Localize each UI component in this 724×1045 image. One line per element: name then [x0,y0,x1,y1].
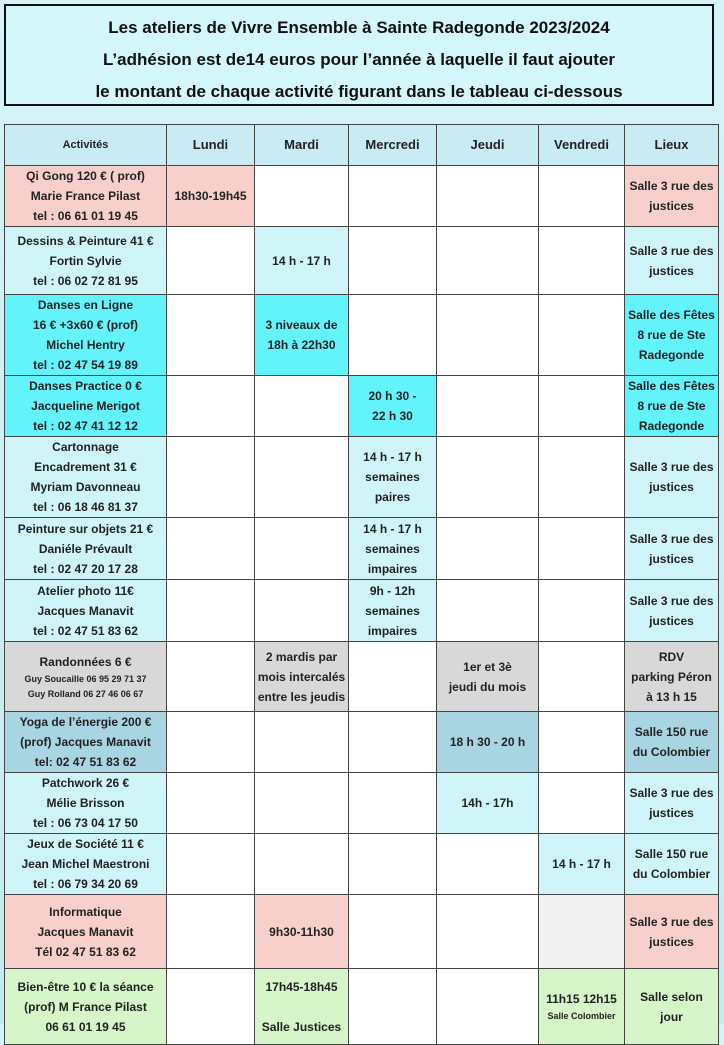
day-cell-jeudi [437,376,539,437]
day-cell-vendredi [539,295,625,376]
cell-line: 8 rue de Ste [637,328,706,342]
activity-cell [5,773,167,834]
day-cell-vendredi [539,437,625,518]
cell-line: Jacqueline Merigot [31,399,140,413]
location-cell [625,437,719,518]
day-cell-mardi [255,895,349,969]
cell-line: Salle 3 rue des [629,786,714,800]
activity-cell [5,376,167,437]
cell-line: tel : 06 18 46 81 37 [33,500,138,514]
cell-line: Danses Practice 0 € [29,379,142,393]
table-row [5,834,719,895]
day-cell-mercredi [349,376,437,437]
cell-line: Guy Soucaille 06 95 29 71 37 [24,673,147,684]
cell-line: jour [660,1009,683,1024]
column-header: Jeudi [437,125,539,166]
cell-line: Jacques Manavit [37,603,134,618]
cell-line: Bien-être 10 € la séance [17,979,154,994]
cell-line: Encadrement 31 € [34,460,137,474]
day-cell-vendredi [539,642,625,712]
table-row [5,642,719,712]
day-cell-mercredi [349,773,437,834]
day-cell-lundi [167,518,255,580]
day-cell-jeudi [437,895,539,969]
day-cell-mercredi [349,518,437,580]
column-header: Mercredi [349,125,437,166]
day-cell-lundi [167,969,255,1045]
day-cell-lundi [167,580,255,642]
day-cell-vendredi [539,834,625,895]
activity-cell [5,969,167,1045]
day-cell-jeudi [437,227,539,295]
cell-line: semaines [365,541,420,556]
day-cell-mardi [255,580,349,642]
day-cell-jeudi [437,712,539,773]
location-cell [625,834,719,895]
day-cell-mardi [255,773,349,834]
day-cell-vendredi [539,518,625,580]
cell-line: Cartonnage [52,440,119,454]
cell-line: tel : 02 47 54 19 89 [33,358,138,372]
cell-line: Myriam Davonneau [30,480,141,494]
day-cell-mardi [255,166,349,227]
cell-line: Salle Colombier [547,1011,616,1021]
cell-line: 18 h 30 - 20 h [449,735,526,749]
day-cell-mercredi [349,580,437,642]
cell-line: Informatique [49,904,122,919]
cell-line: 16 € +3x60 € (prof) [32,318,139,332]
cell-line: Randonnées 6 € [39,654,132,669]
header-row [5,125,719,166]
cell-line: Salle 3 rue des [629,914,714,929]
location-cell [625,712,719,773]
day-cell-jeudi [437,166,539,227]
cell-line: Salle 3 rue des [629,593,714,608]
cell-line: 9h - 12h [369,583,416,598]
cell-line: 9h30-11h30 [269,924,334,939]
cell-line: Marie France Pilast [30,189,141,203]
cell-line: Guy Rolland 06 27 46 06 67 [27,688,144,699]
day-cell-lundi [167,295,255,376]
location-cell [625,580,719,642]
cell-line: Daniéle Prévault [38,541,133,556]
cell-line: tel : 06 73 04 17 50 [33,816,138,830]
day-cell-vendredi [539,773,625,834]
cell-line: Salle 3 rue des [629,460,714,474]
cell-line: Fortin Sylvie [49,253,122,268]
cell-line: Salle des Fêtes [628,308,715,322]
location-cell [625,295,719,376]
table-row [5,295,719,376]
cell-line: jeudi du mois [448,679,527,694]
day-cell-lundi [167,834,255,895]
location-cell [625,166,719,227]
cell-line: justices [649,199,694,213]
cell-line: tel : 06 61 01 19 45 [33,209,138,223]
activity-cell [5,295,167,376]
cell-line: à 13 h 15 [646,689,697,704]
day-cell-lundi [167,773,255,834]
day-cell-jeudi [437,642,539,712]
cell-line: du Colombier [632,745,711,759]
cell-line: Salle des Fêtes [628,379,715,393]
schedule-table [4,124,719,1045]
location-cell [625,895,719,969]
cell-line: RDV [658,649,685,664]
cell-line: du Colombier [632,867,711,881]
cell-line: 14h - 17h [461,796,514,810]
cell-line: 14 h - 17 h [552,857,611,871]
cell-line: 18h30-19h45 [174,189,247,203]
day-cell-mardi [255,376,349,437]
activity-cell [5,580,167,642]
day-cell-mercredi [349,712,437,773]
cell-line: Yoga de l’énergie 200 € [19,715,152,729]
day-cell-mercredi [349,895,437,969]
day-cell-jeudi [437,580,539,642]
table-row [5,712,719,773]
cell-line: Radegonde [638,348,705,362]
day-cell-jeudi [437,437,539,518]
cell-line: mois intercalés [257,669,346,684]
cell-line: justices [649,613,694,628]
activity-cell [5,834,167,895]
cell-line: Salle Justices [261,1019,342,1034]
cell-line [257,997,346,1017]
cell-line: Peinture sur objets 21 € [17,521,154,536]
day-cell-mardi [255,227,349,295]
cell-line: semaines [365,603,420,618]
day-cell-vendredi [539,969,625,1045]
cell-line: Radegonde [638,419,705,433]
activity-cell [5,437,167,518]
cell-line: 14 h - 17 h [363,521,422,536]
location-cell [625,773,719,834]
cell-line: Dessins & Peinture 41 € [17,233,154,248]
day-cell-mercredi [349,166,437,227]
column-header: Lundi [167,125,255,166]
location-cell [625,376,719,437]
day-cell-jeudi [437,295,539,376]
cell-line: tel : 02 47 20 17 28 [33,561,138,576]
day-cell-lundi [167,437,255,518]
location-cell [625,227,719,295]
activity-cell [5,712,167,773]
cell-line: impaires [367,561,418,576]
cell-line: 1er et 3è [463,659,512,674]
cell-line: 3 niveaux de [265,318,338,332]
cell-line: Atelier photo 11€ [37,583,134,598]
cell-line: semaines [365,470,420,484]
table-row [5,227,719,295]
cell-line: justices [649,480,694,494]
cell-line: tel : 06 79 34 20 69 [33,877,138,891]
cell-line: Michel Hentry [46,338,125,352]
table-row [5,969,719,1045]
day-cell-mercredi [349,295,437,376]
cell-line: (prof) Jacques Manavit [20,735,151,749]
cell-line: Salle 150 rue [634,725,709,739]
day-cell-jeudi [437,773,539,834]
activity-cell [5,166,167,227]
day-cell-mercredi [349,642,437,712]
table-row [5,437,719,518]
day-cell-mercredi [349,437,437,518]
cell-line: Salle 3 rue des [629,243,714,258]
day-cell-vendredi [539,580,625,642]
cell-line: impaires [367,623,418,638]
cell-line: 2 mardis par [265,649,338,664]
table-row [5,518,719,580]
cell-line: Salle 3 rue des [629,531,714,546]
day-cell-vendredi [539,376,625,437]
cell-line: tel : 06 02 72 81 95 [33,273,138,288]
day-cell-vendredi [539,895,625,969]
cell-line: Salle 150 rue [634,847,709,861]
cell-line: Jeux de Société 11 € [27,837,144,851]
table-row [5,166,719,227]
cell-line: paires [374,490,411,504]
cell-line: Salle selon [640,989,703,1004]
day-cell-mardi [255,437,349,518]
cell-line: justices [649,806,694,820]
cell-line: (prof) M France Pilast [24,999,147,1014]
column-header: Vendredi [539,125,625,166]
day-cell-mercredi [349,834,437,895]
cell-line: Salle 3 rue des [629,179,714,193]
cell-line: Jacques Manavit [37,924,134,939]
day-cell-lundi [167,642,255,712]
cell-line: Danses en Ligne [37,298,134,312]
cell-line: Tél 02 47 51 83 62 [35,944,136,959]
cell-line: 8 rue de Ste [637,399,706,413]
activity-cell [5,227,167,295]
day-cell-mardi [255,295,349,376]
day-cell-mardi [255,712,349,773]
table-row [5,580,719,642]
cell-line: 18h à 22h30 [267,338,336,352]
cell-line: tel : 02 47 51 83 62 [33,623,138,638]
column-header: Mardi [255,125,349,166]
day-cell-mercredi [349,969,437,1045]
table-row [5,895,719,969]
cell-line: 14 h - 17 h [272,253,331,268]
cell-line: 11h15 12h15 [546,992,617,1006]
day-cell-lundi [167,895,255,969]
cell-line: justices [649,551,694,566]
day-cell-mardi [255,834,349,895]
column-header: Lieux [625,125,719,166]
cell-line: parking Péron [631,669,712,684]
day-cell-vendredi [539,166,625,227]
cell-line: Qi Gong 120 € ( prof) [26,169,145,183]
title-line-3: le montant de chaque activité figurant dans le tableau ci-dessous [95,82,623,101]
location-cell [625,642,719,712]
cell-line: entre les jeudis [257,689,346,704]
cell-line: 14 h - 17 h [363,450,422,464]
cell-line: 17h45-18h45 [265,979,338,994]
cell-line: tel: 02 47 51 83 62 [34,755,137,769]
table-row [5,773,719,834]
activity-cell [5,518,167,580]
day-cell-vendredi [539,712,625,773]
cell-line: 22 h 30 [372,409,413,423]
cell-line: justices [649,263,694,278]
table-row [5,376,719,437]
title-line-2: L’adhésion est de14 euros pour l’année à laquelle il faut ajouter [102,50,616,69]
day-cell-lundi [167,376,255,437]
activity-cell [5,895,167,969]
day-cell-jeudi [437,834,539,895]
day-cell-vendredi [539,227,625,295]
activity-cell [5,642,167,712]
cell-line: 06 61 01 19 45 [45,1019,126,1034]
day-cell-mardi [255,642,349,712]
location-cell [625,518,719,580]
day-cell-lundi [167,166,255,227]
cell-line: Patchwork 26 € [41,776,130,790]
location-cell [625,969,719,1045]
column-header: Activités [5,125,167,166]
day-cell-lundi [167,712,255,773]
cell-line: justices [649,934,694,949]
title-line-1: Les ateliers de Vivre Ensemble à Sainte Radegonde 2023/2024 [108,18,610,37]
cell-line: Jean Michel Maestroni [21,857,150,871]
day-cell-lundi [167,227,255,295]
cell-line: tel : 02 47 41 12 12 [33,419,138,433]
day-cell-mardi [255,518,349,580]
day-cell-mercredi [349,227,437,295]
title-box [4,4,714,106]
cell-line: 20 h 30 - [368,389,417,403]
day-cell-jeudi [437,969,539,1045]
day-cell-mardi [255,969,349,1045]
day-cell-jeudi [437,518,539,580]
cell-line: Mélie Brisson [46,796,125,810]
